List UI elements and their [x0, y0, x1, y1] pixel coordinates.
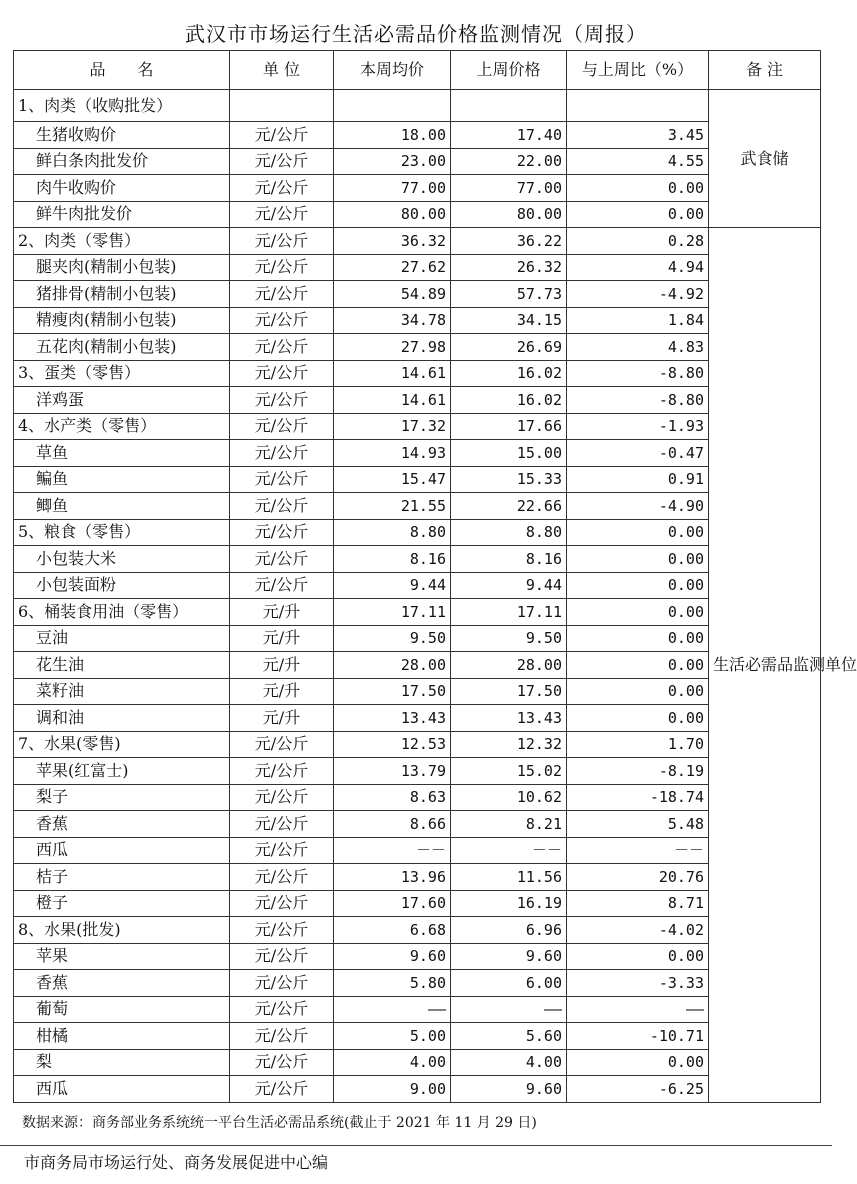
cell-unit: 元/公斤 [230, 281, 334, 308]
cell-unit: 元/公斤 [230, 334, 334, 361]
category-row [14, 519, 821, 546]
cell-item-name: 1、肉类（收购批发） [14, 90, 230, 122]
cell-item-name: 小包装大米 [14, 546, 230, 573]
cell-this-week-price: 27.62 [334, 254, 451, 281]
cell-last-week-price: 4.00 [451, 1049, 567, 1076]
cell-pct-change: 3.45 [567, 122, 709, 149]
data-source-note: 数据来源：商务部业务系统统一平台生活必需品系统(截止于 2021 年 11 月 29 日) [22, 1115, 537, 1131]
cell-pct-change: 0.00 [567, 546, 709, 573]
cell-item-name: 花生油 [14, 652, 230, 679]
cell-unit: 元/公斤 [230, 1023, 334, 1050]
cell-this-week-price: 17.11 [334, 599, 451, 626]
cell-this-week-price: 13.43 [334, 705, 451, 732]
cell-this-week-price: 8.66 [334, 811, 451, 838]
cell-unit: 元/公斤 [230, 1076, 334, 1103]
cell-last-week-price: 8.80 [451, 519, 567, 546]
cell-item-name: 洋鸡蛋 [14, 387, 230, 414]
cell-item-name: 菜籽油 [14, 678, 230, 705]
cell-unit: 元/公斤 [230, 387, 334, 414]
category-row [14, 413, 821, 440]
table-row [14, 890, 821, 917]
cell-pct-change: -0.47 [567, 440, 709, 467]
cell-last-week-price: 15.00 [451, 440, 567, 467]
cell-unit: 元/公斤 [230, 519, 334, 546]
cell-item-name: 5、粮食（零售） [14, 519, 230, 546]
cell-item-name: 香蕉 [14, 811, 230, 838]
cell-this-week-price: 14.61 [334, 387, 451, 414]
table-row [14, 996, 821, 1023]
cell-item-name: 草鱼 [14, 440, 230, 467]
cell-item-name: 西瓜 [14, 1076, 230, 1103]
cell-last-week-price: 17.11 [451, 599, 567, 626]
table-row [14, 201, 821, 228]
header-pct-change: 与上周比（%） [567, 51, 709, 90]
cell-item-name: 鲫鱼 [14, 493, 230, 520]
cell-pct-change: —— [567, 996, 709, 1023]
cell-this-week-price: 28.00 [334, 652, 451, 679]
cell-item-name: 豆油 [14, 625, 230, 652]
cell-this-week-price: —— [334, 996, 451, 1023]
cell-unit: 元/公斤 [230, 970, 334, 997]
cell-unit: 元/公斤 [230, 175, 334, 202]
cell-pct-change: 1.84 [567, 307, 709, 334]
cell-item-name: 桔子 [14, 864, 230, 891]
cell-unit: 元/公斤 [230, 890, 334, 917]
cell-pct-change [567, 90, 709, 122]
cell-pct-change: 0.00 [567, 625, 709, 652]
cell-this-week-price: 36.32 [334, 228, 451, 255]
cell-this-week-price: 80.00 [334, 201, 451, 228]
cell-last-week-price: 17.50 [451, 678, 567, 705]
cell-item-name: 橙子 [14, 890, 230, 917]
cell-pct-change: -4.92 [567, 281, 709, 308]
cell-unit [230, 90, 334, 122]
header-this-week: 本周均价 [334, 51, 451, 90]
cell-this-week-price: 13.96 [334, 864, 451, 891]
cell-last-week-price: 77.00 [451, 175, 567, 202]
cell-item-name: 4、水产类（零售） [14, 413, 230, 440]
table-row [14, 466, 821, 493]
cell-last-week-price: 17.40 [451, 122, 567, 149]
cell-this-week-price: 15.47 [334, 466, 451, 493]
cell-last-week-price: 16.02 [451, 360, 567, 387]
table-row [14, 864, 821, 891]
cell-this-week-price: 5.00 [334, 1023, 451, 1050]
cell-pct-change: 0.00 [567, 201, 709, 228]
cell-last-week-price: 34.15 [451, 307, 567, 334]
cell-unit: 元/升 [230, 625, 334, 652]
cell-last-week-price: 9.44 [451, 572, 567, 599]
note-cell-group2: 生活必需品监测单位 [709, 228, 821, 1103]
cell-this-week-price: 4.00 [334, 1049, 451, 1076]
cell-this-week-price: 18.00 [334, 122, 451, 149]
cell-last-week-price: 22.00 [451, 148, 567, 175]
note-cell-group1: 武食储 [709, 90, 821, 228]
cell-unit: 元/升 [230, 599, 334, 626]
cell-this-week-price: 17.60 [334, 890, 451, 917]
cell-unit: 元/公斤 [230, 493, 334, 520]
cell-last-week-price: 16.02 [451, 387, 567, 414]
cell-unit: 元/公斤 [230, 360, 334, 387]
table-row [14, 970, 821, 997]
table-row [14, 254, 821, 281]
cell-unit: 元/公斤 [230, 201, 334, 228]
table-row [14, 758, 821, 785]
cell-pct-change: -4.90 [567, 493, 709, 520]
table-row [14, 175, 821, 202]
header-unit: 单 位 [230, 51, 334, 90]
cell-last-week-price: 16.19 [451, 890, 567, 917]
table-row [14, 122, 821, 149]
cell-this-week-price: 12.53 [334, 731, 451, 758]
cell-pct-change: 0.91 [567, 466, 709, 493]
cell-item-name: 调和油 [14, 705, 230, 732]
cell-last-week-price: —— [451, 996, 567, 1023]
cell-pct-change: 4.83 [567, 334, 709, 361]
cell-pct-change: 4.55 [567, 148, 709, 175]
cell-last-week-price: 80.00 [451, 201, 567, 228]
cell-unit: 元/公斤 [230, 943, 334, 970]
table-body [14, 90, 857, 1103]
cell-item-name: 鳊鱼 [14, 466, 230, 493]
cell-this-week-price: 9.44 [334, 572, 451, 599]
cell-last-week-price: 26.69 [451, 334, 567, 361]
cell-pct-change: -8.19 [567, 758, 709, 785]
cell-item-name: 2、肉类（零售） [14, 228, 230, 255]
cell-item-name: 腿夹肉(精制小包装) [14, 254, 230, 281]
table-row [14, 281, 821, 308]
footer-divider [0, 1145, 832, 1146]
table-row [14, 837, 821, 864]
cell-last-week-price: －－ [451, 837, 567, 864]
cell-this-week-price: 14.93 [334, 440, 451, 467]
cell-this-week-price: 9.60 [334, 943, 451, 970]
cell-pct-change: -6.25 [567, 1076, 709, 1103]
table-row [14, 625, 821, 652]
cell-last-week-price: 5.60 [451, 1023, 567, 1050]
cell-last-week-price: 10.62 [451, 784, 567, 811]
cell-unit: 元/公斤 [230, 466, 334, 493]
header-name: 品 名 [14, 51, 230, 90]
cell-pct-change: 0.00 [567, 175, 709, 202]
cell-last-week-price: 6.00 [451, 970, 567, 997]
cell-unit: 元/公斤 [230, 254, 334, 281]
cell-unit: 元/升 [230, 705, 334, 732]
cell-last-week-price: 22.66 [451, 493, 567, 520]
cell-last-week-price: 26.32 [451, 254, 567, 281]
cell-pct-change: -1.93 [567, 413, 709, 440]
footer-editor: 市商务局市场运行处、商务发展促进中心编 [24, 1153, 329, 1172]
cell-unit: 元/公斤 [230, 307, 334, 334]
cell-item-name: 苹果(红富士) [14, 758, 230, 785]
cell-item-name: 葡萄 [14, 996, 230, 1023]
cell-pct-change: －－ [567, 837, 709, 864]
cell-this-week-price: 8.80 [334, 519, 451, 546]
cell-unit: 元/升 [230, 652, 334, 679]
cell-this-week-price: 8.16 [334, 546, 451, 573]
cell-pct-change: 8.71 [567, 890, 709, 917]
cell-this-week-price: 14.61 [334, 360, 451, 387]
cell-item-name: 梨子 [14, 784, 230, 811]
table-row [14, 652, 821, 679]
table-row [14, 784, 821, 811]
cell-unit: 元/公斤 [230, 784, 334, 811]
cell-this-week-price: 9.50 [334, 625, 451, 652]
cell-pct-change: -4.02 [567, 917, 709, 944]
category-row [14, 228, 821, 255]
cell-item-name: 鲜白条肉批发价 [14, 148, 230, 175]
cell-pct-change: 0.00 [567, 652, 709, 679]
cell-unit: 元/公斤 [230, 440, 334, 467]
cell-last-week-price: 8.16 [451, 546, 567, 573]
cell-unit: 元/公斤 [230, 413, 334, 440]
cell-item-name: 8、水果(批发) [14, 917, 230, 944]
table-row [14, 307, 821, 334]
cell-this-week-price [334, 90, 451, 122]
table-row [14, 1023, 821, 1050]
header-last-week: 上周价格 [451, 51, 567, 90]
cell-item-name: 生猪收购价 [14, 122, 230, 149]
table-row [14, 334, 821, 361]
cell-unit: 元/公斤 [230, 228, 334, 255]
cell-this-week-price: 27.98 [334, 334, 451, 361]
cell-this-week-price: 9.00 [334, 1076, 451, 1103]
table-row [14, 705, 821, 732]
table-row [14, 148, 821, 175]
cell-item-name: 五花肉(精制小包装) [14, 334, 230, 361]
category-row [14, 731, 821, 758]
cell-this-week-price: 5.80 [334, 970, 451, 997]
cell-pct-change: 1.70 [567, 731, 709, 758]
cell-pct-change: 20.76 [567, 864, 709, 891]
cell-pct-change: -3.33 [567, 970, 709, 997]
header-note: 备 注 [709, 51, 821, 90]
cell-pct-change: 0.00 [567, 943, 709, 970]
category-row [14, 917, 821, 944]
report-title: 武汉市市场运行生活必需品价格监测情况（周报） [185, 22, 647, 46]
table-row [14, 572, 821, 599]
cell-pct-change: -10.71 [567, 1023, 709, 1050]
cell-pct-change: 0.00 [567, 1049, 709, 1076]
cell-unit: 元/公斤 [230, 572, 334, 599]
table-row [14, 678, 821, 705]
cell-last-week-price: 17.66 [451, 413, 567, 440]
cell-pct-change: -8.80 [567, 360, 709, 387]
cell-unit: 元/公斤 [230, 758, 334, 785]
cell-pct-change: 0.00 [567, 572, 709, 599]
cell-item-name: 西瓜 [14, 837, 230, 864]
table-row [14, 493, 821, 520]
cell-this-week-price: 54.89 [334, 281, 451, 308]
cell-unit: 元/公斤 [230, 122, 334, 149]
cell-this-week-price: 17.32 [334, 413, 451, 440]
cell-item-name: 柑橘 [14, 1023, 230, 1050]
cell-unit: 元/公斤 [230, 811, 334, 838]
cell-this-week-price: 34.78 [334, 307, 451, 334]
cell-item-name: 7、水果(零售) [14, 731, 230, 758]
cell-unit: 元/公斤 [230, 837, 334, 864]
cell-pct-change: -8.80 [567, 387, 709, 414]
cell-last-week-price [451, 90, 567, 122]
cell-unit: 元/公斤 [230, 1049, 334, 1076]
category-row [14, 90, 821, 122]
table-row [14, 1049, 821, 1076]
cell-item-name: 苹果 [14, 943, 230, 970]
cell-this-week-price: 13.79 [334, 758, 451, 785]
table-row [14, 1076, 821, 1103]
cell-this-week-price: 6.68 [334, 917, 451, 944]
cell-this-week-price: －－ [334, 837, 451, 864]
cell-last-week-price: 13.43 [451, 705, 567, 732]
table-row [14, 546, 821, 573]
cell-pct-change: 0.00 [567, 678, 709, 705]
cell-last-week-price: 9.60 [451, 943, 567, 970]
category-row [14, 360, 821, 387]
table-row [14, 943, 821, 970]
cell-item-name: 肉牛收购价 [14, 175, 230, 202]
cell-last-week-price: 36.22 [451, 228, 567, 255]
cell-unit: 元/公斤 [230, 864, 334, 891]
cell-pct-change: 0.28 [567, 228, 709, 255]
cell-pct-change: 5.48 [567, 811, 709, 838]
table-row [14, 811, 821, 838]
cell-item-name: 猪排骨(精制小包装) [14, 281, 230, 308]
cell-unit: 元/公斤 [230, 996, 334, 1023]
price-table [13, 50, 857, 1103]
cell-last-week-price: 9.50 [451, 625, 567, 652]
cell-pct-change: 0.00 [567, 705, 709, 732]
table-header-row [14, 51, 821, 90]
cell-last-week-price: 12.32 [451, 731, 567, 758]
cell-unit: 元/升 [230, 678, 334, 705]
cell-pct-change: -18.74 [567, 784, 709, 811]
cell-pct-change: 4.94 [567, 254, 709, 281]
cell-last-week-price: 57.73 [451, 281, 567, 308]
table-row [14, 387, 821, 414]
cell-pct-change: 0.00 [567, 519, 709, 546]
category-row [14, 599, 821, 626]
cell-last-week-price: 28.00 [451, 652, 567, 679]
cell-item-name: 精瘦肉(精制小包装) [14, 307, 230, 334]
cell-this-week-price: 21.55 [334, 493, 451, 520]
cell-this-week-price: 23.00 [334, 148, 451, 175]
cell-item-name: 梨 [14, 1049, 230, 1076]
cell-this-week-price: 8.63 [334, 784, 451, 811]
cell-item-name: 鲜牛肉批发价 [14, 201, 230, 228]
cell-unit: 元/公斤 [230, 731, 334, 758]
cell-last-week-price: 6.96 [451, 917, 567, 944]
cell-unit: 元/公斤 [230, 546, 334, 573]
cell-last-week-price: 8.21 [451, 811, 567, 838]
cell-last-week-price: 15.02 [451, 758, 567, 785]
cell-this-week-price: 17.50 [334, 678, 451, 705]
table-row [14, 440, 821, 467]
cell-last-week-price: 11.56 [451, 864, 567, 891]
cell-item-name: 3、蛋类（零售） [14, 360, 230, 387]
cell-last-week-price: 9.60 [451, 1076, 567, 1103]
cell-unit: 元/公斤 [230, 148, 334, 175]
cell-this-week-price: 77.00 [334, 175, 451, 202]
cell-item-name: 小包装面粉 [14, 572, 230, 599]
cell-pct-change: 0.00 [567, 599, 709, 626]
cell-item-name: 6、桶装食用油（零售） [14, 599, 230, 626]
cell-item-name: 香蕉 [14, 970, 230, 997]
cell-unit: 元/公斤 [230, 917, 334, 944]
cell-last-week-price: 15.33 [451, 466, 567, 493]
